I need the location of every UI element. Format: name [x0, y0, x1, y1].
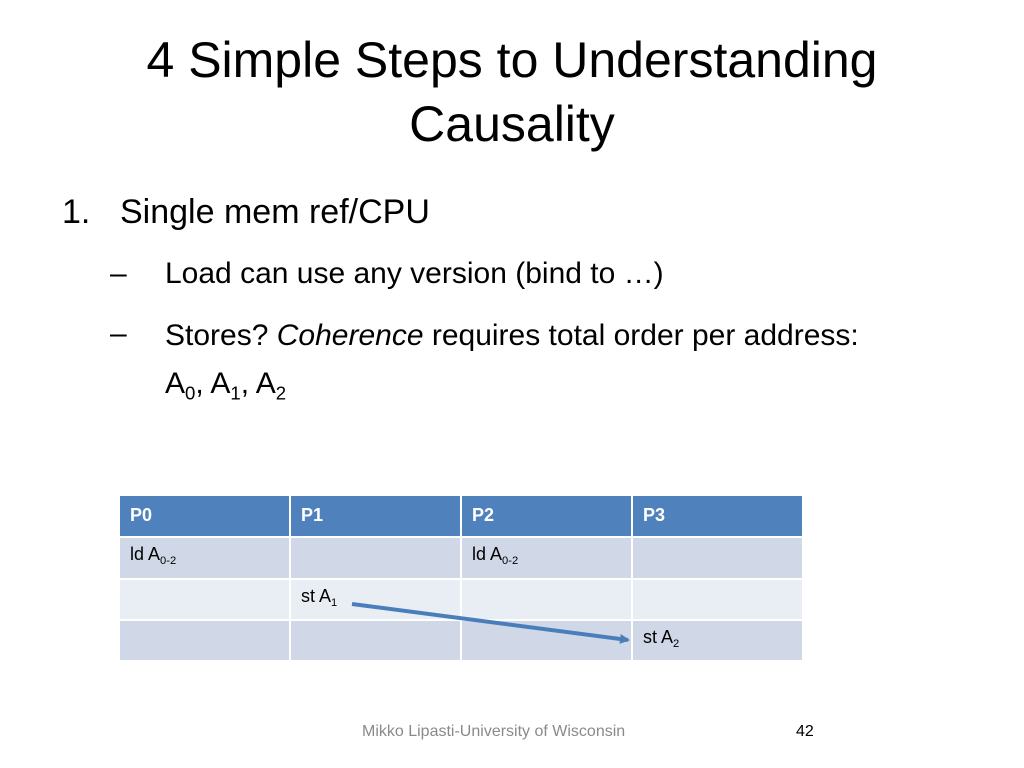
table-row	[119, 620, 803, 661]
steps-table	[118, 494, 804, 662]
table-row	[119, 579, 803, 620]
sub-bullet-dash: –	[110, 257, 127, 290]
header-p3: P3	[632, 495, 803, 537]
slide-title	[40, 28, 984, 156]
header-p0: P0	[119, 495, 290, 537]
table-cell	[119, 620, 290, 661]
sub-bullet-text: Stores? Coherence requires total order per address: $A_0$, $A_1$, $A_2$	[165, 319, 859, 404]
table-header-row	[119, 495, 803, 537]
version-a0: $A_0$	[165, 367, 196, 404]
sub-bullet-dash: –	[110, 317, 127, 350]
stores-prefix: Stores?	[165, 319, 277, 352]
bullet-item-1	[62, 190, 430, 234]
version-a1: $A_1$	[210, 367, 241, 404]
footer-text: Mikko Lipasti-University of Wisconsin	[362, 723, 626, 740]
table-cell	[632, 579, 803, 620]
table-cell	[632, 537, 803, 579]
coherence-emphasis: Coherence	[276, 319, 424, 352]
table-cell: ld $A_{0-2}$	[119, 537, 290, 579]
stores-suffix: requires total order per address:	[423, 319, 859, 352]
bullet-number: 1.	[62, 193, 91, 231]
table-cell: st $A_1$	[290, 579, 461, 620]
table-cell: st $A_2$	[632, 620, 803, 661]
slide-title-line2: Causality	[409, 96, 615, 152]
version-a2: $A_2$	[255, 367, 287, 404]
table-cell	[290, 620, 461, 661]
table-cell	[461, 579, 632, 620]
table-cell: ld $A_{0-2}$	[461, 537, 632, 579]
table-cell	[119, 579, 290, 620]
table-cell	[461, 620, 632, 661]
sub-bullet-text: Load can use any version (bind to …)	[165, 257, 664, 290]
bullet-text: Single mem ref/CPU	[120, 193, 430, 231]
table-row	[119, 537, 803, 579]
header-p2: P2	[461, 495, 632, 537]
header-p1: P1	[290, 495, 461, 537]
processor-table	[118, 494, 804, 662]
page-number: 42	[796, 723, 814, 740]
table-cell	[290, 537, 461, 579]
slide-title-line1: 4 Simple Steps to Understanding	[146, 32, 878, 88]
